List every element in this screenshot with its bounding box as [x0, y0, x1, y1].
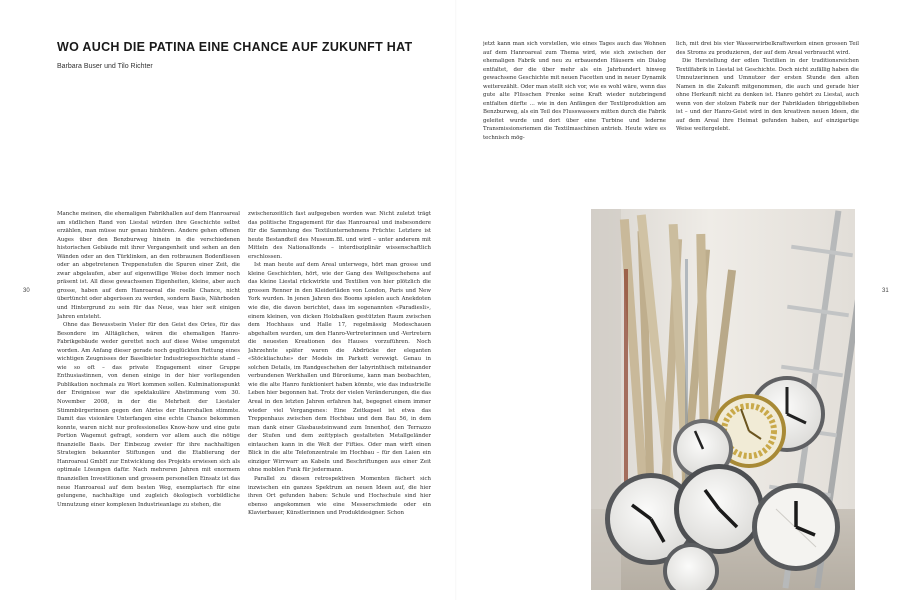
paragraph: Parallel zu diesen retrospektiven Momenten fächert sich inzwischen ein ganzes Spektrum an neuen Ideen auf, die hier ihren Ort gefunden haben: Schule und Hochschule sind hier ebenso angekommen wie eine Messerschmiede oder ein Klavierbauer, Künstlerinnen und Produktdesigner. Schon: [248, 475, 431, 517]
page-gutter: [455, 0, 457, 600]
paragraph: zwischenzeitlich fast aufgegeben worden war. Nicht zuletzt trägt das politische Engagement für das Hanroareal und insbesondere für die Sammlung des Textilunternehmens Früchte: Letztere ist heute Bestandteil des Museum.BL und wird – unter anderem mit Mitteln des Nationalfonds – interdisziplinär wissenschaftlich erschlossen.: [248, 211, 431, 260]
text-column-left-1: [57, 210, 240, 576]
paragraph: Die Herstellung der edlen Textilien in der traditionsreichen Textilfabrik in Liestal ist Geschichte. Doch nicht zufällig haben die Umnutzerinnen und Umnutzer der ersten Stunde den alten Namen in die Zukunft mitgenommen, die auch und gerade hier ohne Herkunft nicht zu denken ist. Hanro gehört zu Liestal, auch wenn von der stolzen Fabrik nur der Fabrikladen übriggeblieben ist – und der Hanro-Geist wird in den kreativen neuen Ideen, die auf dem Areal ihre Heimat gefunden haben, auf einzigartige Weise weitergelebt.: [676, 58, 859, 133]
clock-front-right: [752, 483, 840, 571]
clocks-photograph: [591, 209, 855, 590]
paragraph: Ist man heute auf dem Areal unterwegs, hört man grosse und kleine Geschichten, hört, wie der Gang des Weltgeschehens auf das kleine Liestal rückwirkte und Textilien von hier plötzlich die grossen Renner in den Kleiderläden von London, Paris und New York wurden. In jenen Jahren des Booms spielen auch Anekdoten wie die, die davon berichtet, dass im sogenannten «Paradiesli», einem kleinen, von dicken Holzbalken gestützten Raum zwischen dem Hochhaus und Halle 17, regelmässig Modeschauen abgehalten wurden, um den Hanro-Vertreterinnen und -Vertretern die neuesten Kreationen des Hauses vorzuführen. Noch Jahrzehnte später waren die Abdrücke der eleganten «Stöckliachuhe» der Models im Parkett verewigt. Genau in solchen Details, im Randgeschehen der labyrinthisch miteinander verbundenen Werkhallen und Büroräume, kann man beobachten, wie die alte Hanro funktioniert haben könnte, wie das industrielle Leben hier begonnen hat. Trotz der vielen Veränderungen, die das Areal in den letzten Jahren erfahren hat, begegnet einem immer wieder viel Vergangenes: Eine Zeitkapsel ist etwa das Treppenhaus zwischen dem Hochbau und dem Bau 56, in dem man dank einer Glasbausteinwand zum Innenhof, den Terrazzo der Stufen und dem zeittypisch gestalteten Metallgeländer eintauchen kann in die Welt der Fifties. Oder man wirft einen Blick in die alte Telefonzentrale im Hochbau – für den Laien ein einziger Wirrwarr an Kabeln und Beschriftungen aus einer Zeit ohne mobilen Funk für jedermann.: [248, 262, 431, 474]
article-authors: Barbara Buser und Tilo Richter: [57, 63, 153, 70]
paragraph: Ohne das Bewusstsein Vieler für den Geist des Ortes, für das Besondere im Alltäglichen, wären die ehemaligen Hanro-Fabrikgebäude weder gerettet noch auf diese Weise umgenutzt worden. Am Anfang dieser gerade noch geglückten Rettung eines wichtigen Zeugnisses der Baselbieter Industriegeschichte stand – wie so oft – das private Engagement einer Gruppe Enthusiastinnen, von denen einige in der hier vorliegenden Publikation nochmals zu Wort kommen sollen. Kulminationspunkt der Ereignisse war die spektakuläre Abstimmung vom 30. November 2008, in der die Mehrheit der Liestaler Stimmbürgerinnen gegen den Abriss der Hanrohallen stimmte. Damit das visionäre Unterfangen eine echte Chance bekommen konnte, waren nicht nur professionelles Know-how und eine gute Portion Wagemut gefragt, sondern vor allem auch die nötige finanzielle Basis. Der Einbezug zweier für ihre nachhaltigen Strategien bekannter Stiftungen und die Etablierung der Hanroareal GmbH zur Entwicklung des Projekts erwiesen sich als optimale Lösungen dafür. Nach mehreren Jahren mit enormem finanziellen Investitionen und grossem personellen Einsatz ist das neue Hanroareal auf dem besten Weg, exemplarisch für eine gelungene, nachhaltige und zugleich ökologisch vorbildliche Umnutzung einer komplexen Industrieanlage zu stehen, die: [57, 322, 240, 508]
page-number-right: 31: [882, 288, 889, 294]
clock-front-middle: [674, 464, 764, 554]
text-column-top-right-1: [483, 40, 666, 158]
text-column-left-2: [248, 210, 431, 576]
paragraph: jetzt kann man sich vorstellen, wie eines Tages auch das Wohnen auf dem Hanroareal zum Thema wird, wie sich zwischen der ehemaligen Fabrik und neu zu erbauenden Häusern ein Dialog entfaltet, der die über mehr als ein Jahrhundert hinweg gewachsene Geschichte mit neuen Facetten und in neuer Dynamik weiterezählt. Oder man stellt sich vor, wie es wohl wäre, wenn das gute alte Flüsschen Frenke seine Kraft wieder nutzbringend entfalten dürfte … wie in den Anfängen der Textilproduktion am Benzburweg, als ein Teil des Flusswassers mitten durch die Fabrik geleitet wurde und dort über eine Turbine und lederne Transmissionsriemen die Textilmaschinen antrieb. Heute wäre es technisch mög-: [483, 41, 666, 142]
text-column-top-right-2: [676, 40, 859, 158]
page-number-left: 30: [23, 288, 30, 294]
article-title: WO AUCH DIE PATINA EINE CHANCE AUF ZUKUNFT HAT: [57, 40, 413, 54]
paragraph: lich, mit drei bis vier Wasserwirbelkraftwerken einen grossen Teil des Stroms zu produzieren, der auf dem Areal verbraucht wird.: [676, 41, 859, 56]
paragraph: Manche meinen, die ehemaligen Fabrikhallen auf dem Hanroareal am südlichen Rand von Liestal würden ihre Geschichte selbst erzählen, man müsse nur genau hinhören. Andere gehen offenen Auges über den Benzburweg hinein in die verschiedenen historischen Gebäude mit ihrer Vergangenheit und sehen an den Wänden oder an den Türklinken, an den rotbraunen Bodenfliesen oder an abgetretenen Treppenstufen die Spuren einer Zeit, die zwar abgelaufen, aber auf eigenwillige Weise doch immer noch präsent ist. All diese gewachsenen Eigenheiten, kleine, aber auch grosse, haben auf dem Hanroareal die reelle Chance, nicht übertüncht oder abgerissen zu werden, sondern Basis, Nährboden und Hintergrund zu sein für das Neue, was hier seit einigen Jahren entsteht.: [57, 211, 240, 320]
